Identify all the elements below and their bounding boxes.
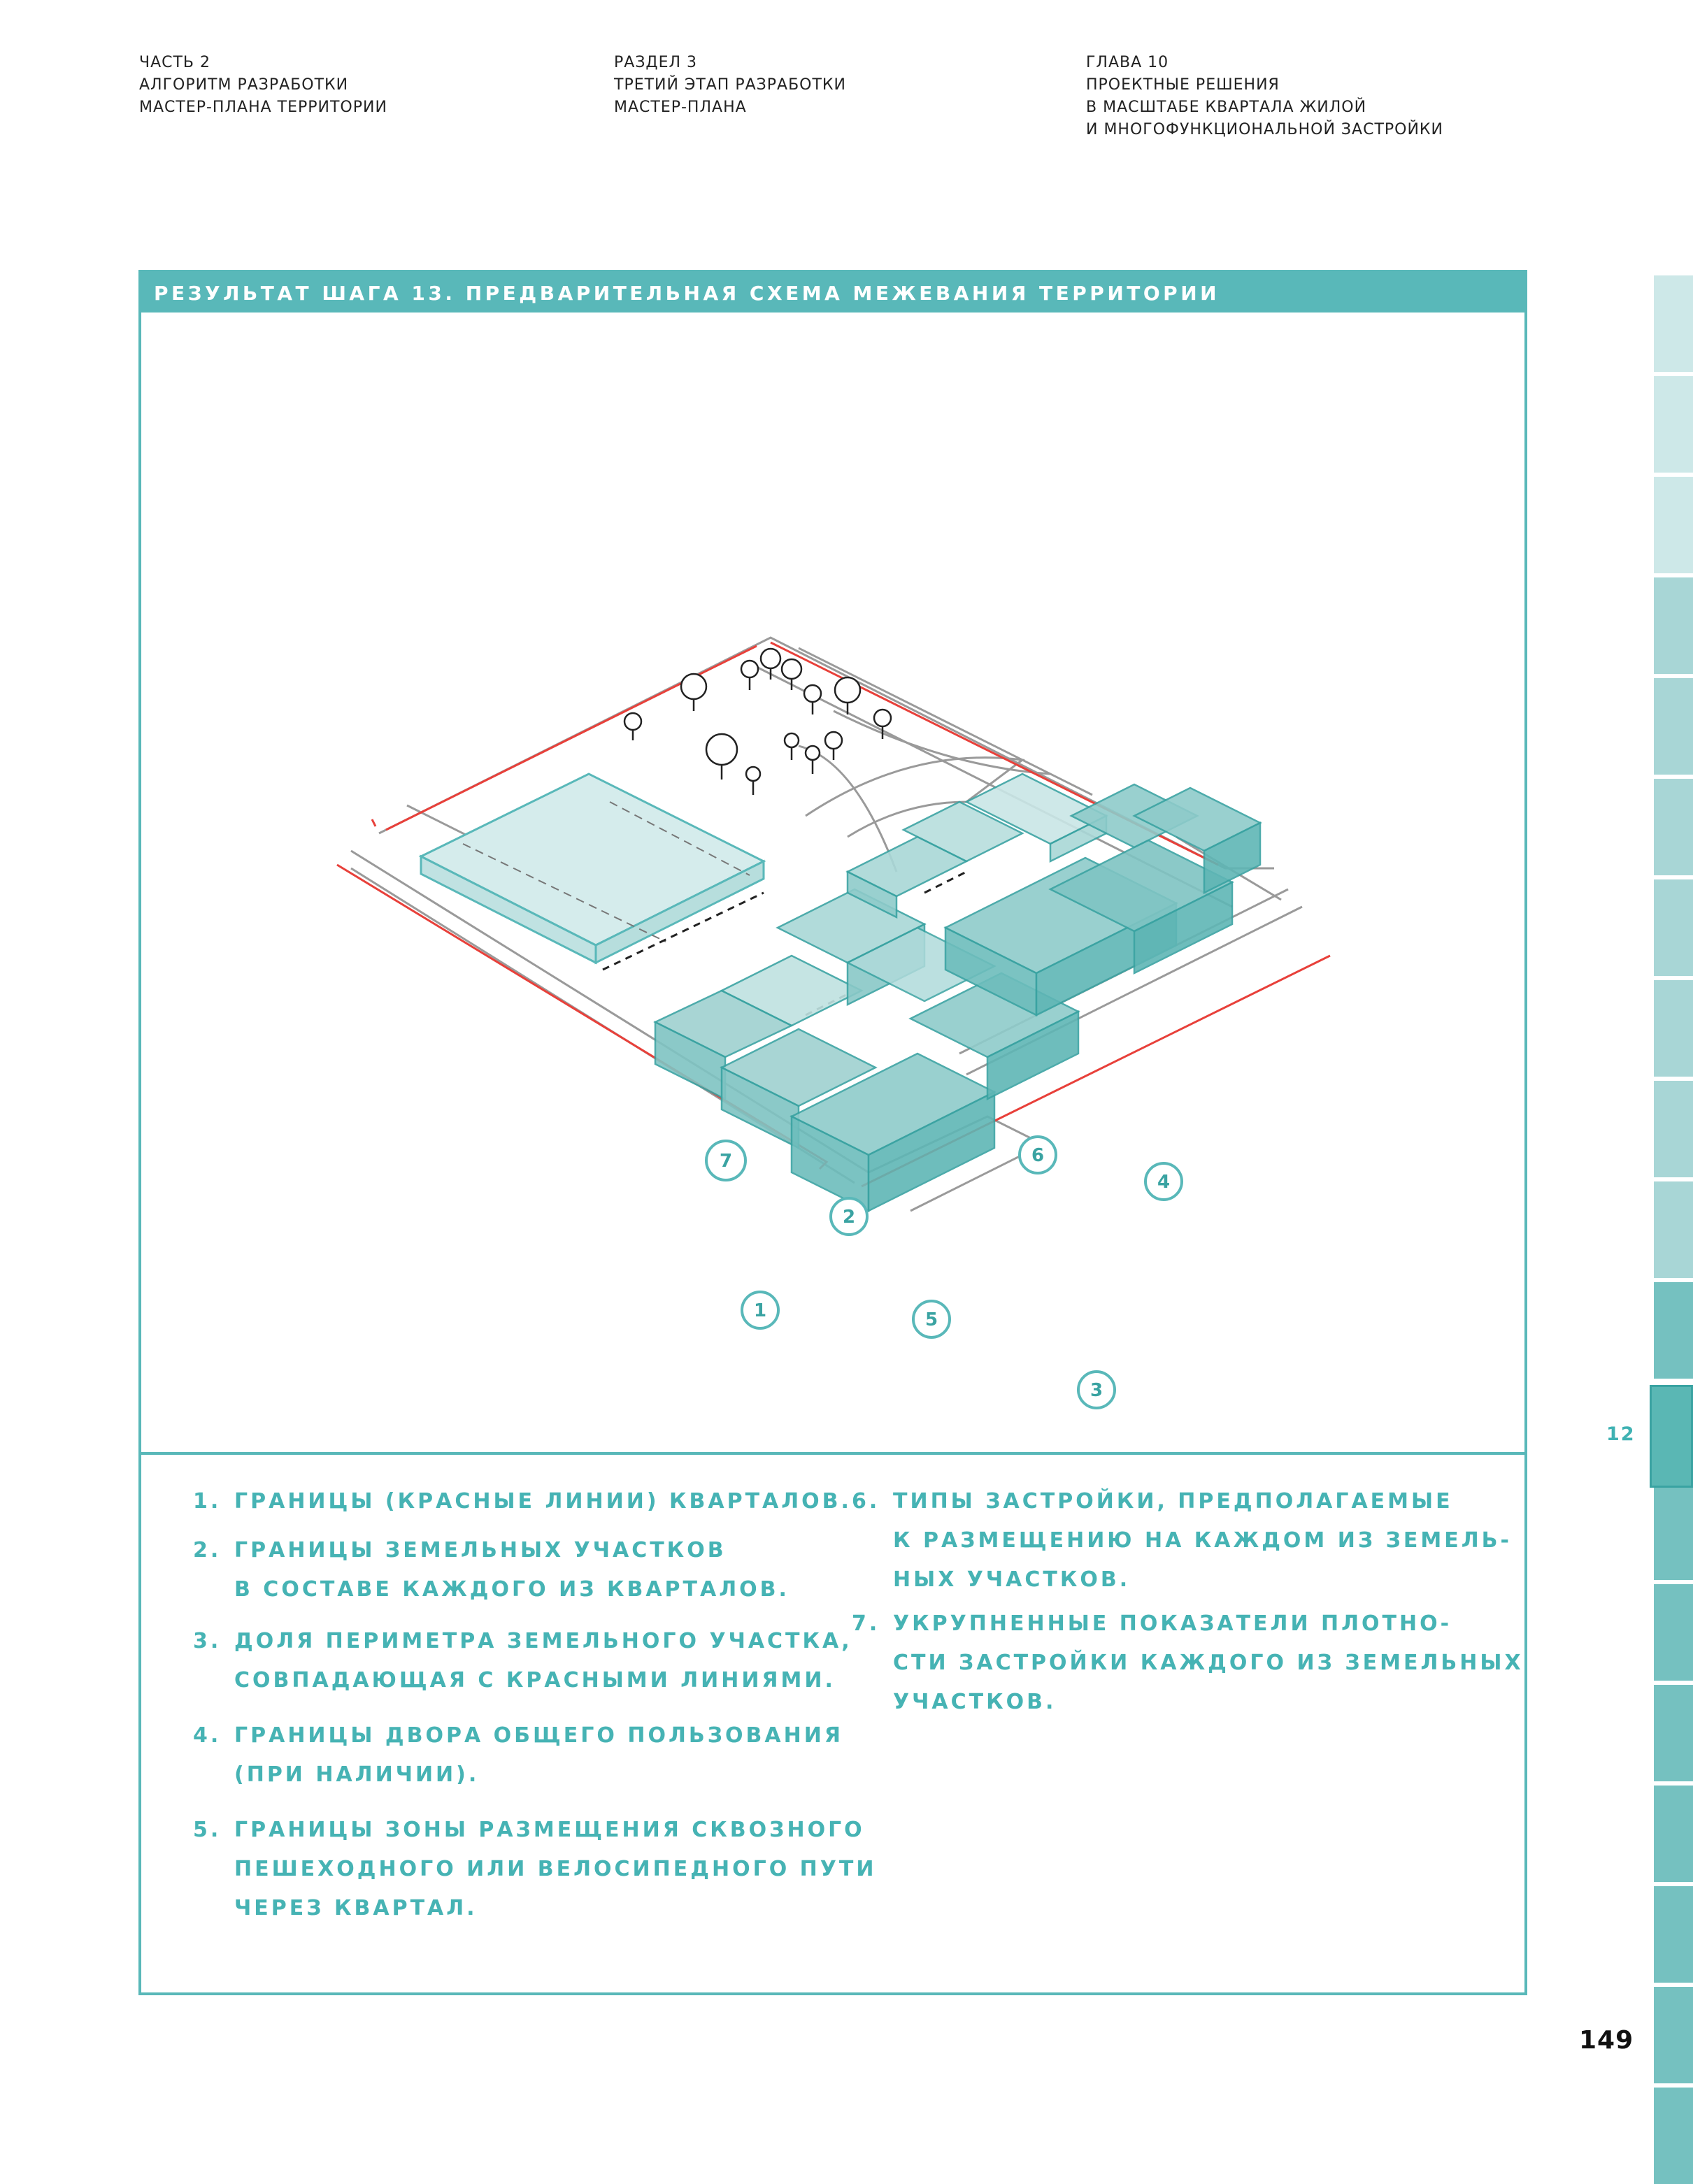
legend-line: УЧАСТКОВ. [893, 1690, 1057, 1714]
legend-line: ГРАНИЦЫ (КРАСНЫЕ ЛИНИИ) КВАРТАЛОВ. [234, 1489, 852, 1514]
header-chapter-line: ГЛАВА 10 [1086, 54, 1169, 71]
chapter-tab[interactable] [1654, 678, 1693, 775]
chapter-tab[interactable] [1654, 376, 1693, 473]
figure-divider [141, 1452, 1524, 1455]
header-chapter [1086, 52, 1443, 141]
legend-line: ПЕШЕХОДНОГО ИЛИ ВЕЛОСИПЕДНОГО ПУТИ [234, 1857, 877, 1881]
tree-icon [806, 746, 820, 760]
header-chapter-line: И МНОГОФУНКЦИОНАЛЬНОЙ ЗАСТРОЙКИ [1086, 121, 1443, 138]
legend-line: ТИПЫ ЗАСТРОЙКИ, ПРЕДПОЛАГАЕМЫЕ [893, 1489, 1453, 1514]
legend-line: СОВПАДАЮЩАЯ С КРАСНЫМИ ЛИНИЯМИ. [234, 1668, 836, 1693]
tree-icon [741, 661, 758, 677]
chapter-tab[interactable] [1654, 779, 1693, 875]
legend-line: В СОСТАВЕ КАЖДОГО ИЗ КВАРТАЛОВ. [234, 1577, 790, 1602]
figure-title-bar [141, 273, 1524, 312]
legend-number: 1. [193, 1489, 222, 1514]
marker-label-3: 3 [1090, 1380, 1103, 1401]
header-section-line: ТРЕТИЙ ЭТАП РАЗРАБОТКИ [614, 76, 846, 94]
legend-line: НЫХ УЧАСТКОВ. [893, 1567, 1131, 1592]
chapter-tab[interactable] [1654, 1282, 1693, 1379]
legend-line: ГРАНИЦЫ ДВОРА ОБЩЕГО ПОЛЬЗОВАНИЯ [234, 1723, 843, 1748]
tree-icon [761, 649, 780, 668]
legend-number: 4. [193, 1723, 222, 1748]
header-chapter-line: В МАСШТАБЕ КВАРТАЛА ЖИЛОЙ [1086, 99, 1367, 116]
chapter-tab[interactable] [1654, 1081, 1693, 1177]
tree-icon [835, 677, 860, 703]
chapter-tab[interactable] [1654, 980, 1693, 1077]
chapter-tab[interactable] [1654, 1786, 1693, 1882]
chapter-tab[interactable] [1654, 1886, 1693, 1983]
legend-number: 3. [193, 1629, 222, 1653]
tree-icon [874, 710, 891, 726]
chapter-tab[interactable] [1654, 1181, 1693, 1278]
chapter-tab-active[interactable] [1650, 1385, 1693, 1488]
figure-frame [138, 270, 1527, 1995]
tree-icon [785, 733, 799, 747]
legend-number: 5. [193, 1818, 222, 1842]
tree-icon [681, 674, 706, 699]
legend-line: ЧЕРЕЗ КВАРТАЛ. [234, 1896, 478, 1920]
chapter-tab[interactable] [1654, 275, 1693, 372]
tree-icon [706, 734, 737, 765]
legend-line: ГРАНИЦЫ ЗОНЫ РАЗМЕЩЕНИЯ СКВОЗНОГО [234, 1818, 865, 1842]
legend-number: 7. [852, 1611, 880, 1636]
marker-label-4: 4 [1157, 1172, 1171, 1193]
legend-line: УКРУПНЕННЫЕ ПОКАЗАТЕЛИ ПЛОТНО- [893, 1611, 1452, 1636]
marker-label-2: 2 [842, 1207, 856, 1228]
page-number: 149 [1579, 2026, 1634, 2055]
legend-line: (ПРИ НАЛИЧИИ). [234, 1762, 480, 1787]
marker-label-1: 1 [753, 1300, 767, 1321]
header-part-line: АЛГОРИТМ РАЗРАБОТКИ [139, 76, 349, 94]
legend-line: ГРАНИЦЫ ЗЕМЕЛЬНЫХ УЧАСТКОВ [234, 1538, 727, 1562]
header-chapter-line: ПРОЕКТНЫЕ РЕШЕНИЯ [1086, 76, 1280, 94]
marker-label-7: 7 [719, 1151, 733, 1172]
tree-icon [746, 767, 760, 781]
header-part-line: ЧАСТЬ 2 [139, 54, 211, 71]
chapter-tab[interactable] [1654, 879, 1693, 976]
chapter-tab[interactable] [1654, 2088, 1693, 2184]
chapter-tab[interactable] [1654, 1685, 1693, 1781]
chapter-tab[interactable] [1654, 1483, 1693, 1580]
header-section [614, 52, 846, 119]
header-section-line: МАСТЕР-ПЛАНА [614, 99, 747, 116]
chapter-tab[interactable] [1654, 577, 1693, 674]
site-plan-diagram [141, 312, 1524, 1452]
tree-icon [825, 732, 842, 749]
marker-label-5: 5 [924, 1309, 938, 1330]
legend-line: К РАЗМЕЩЕНИЮ НА КАЖДОМ ИЗ ЗЕМЕЛЬ- [893, 1528, 1512, 1553]
tree-icon [624, 713, 641, 730]
tree-icon [782, 659, 801, 679]
legend-line: ДОЛЯ ПЕРИМЕТРА ЗЕМЕЛЬНОГО УЧАСТКА, [234, 1629, 852, 1653]
header-part [139, 52, 387, 119]
chapter-number: 12 [1606, 1423, 1636, 1445]
chapter-tab[interactable] [1654, 477, 1693, 573]
legend-line: СТИ ЗАСТРОЙКИ КАЖДОГО ИЗ ЗЕМЕЛЬНЫХ [893, 1651, 1524, 1675]
plot-7-volume [421, 774, 764, 963]
park-trees [624, 649, 891, 795]
header-section-line: РАЗДЕЛ 3 [614, 54, 698, 71]
legend-number: 2. [193, 1538, 222, 1562]
header-part-line: МАСТЕР-ПЛАНА ТЕРРИТОРИИ [139, 99, 387, 116]
tree-icon [804, 685, 821, 702]
figure-title: РЕЗУЛЬТАТ ШАГА 13. ПРЕДВАРИТЕЛЬНАЯ СХЕМА МЕЖЕВАНИЯ ТЕРРИТОРИИ [154, 282, 1220, 305]
marker-labels [720, 1145, 1170, 1401]
legend-number: 6. [852, 1489, 880, 1514]
chapter-tab[interactable] [1654, 1987, 1693, 2083]
markers [706, 1137, 1182, 1408]
chapter-tab[interactable] [1654, 1584, 1693, 1681]
marker-label-6: 6 [1031, 1145, 1045, 1166]
